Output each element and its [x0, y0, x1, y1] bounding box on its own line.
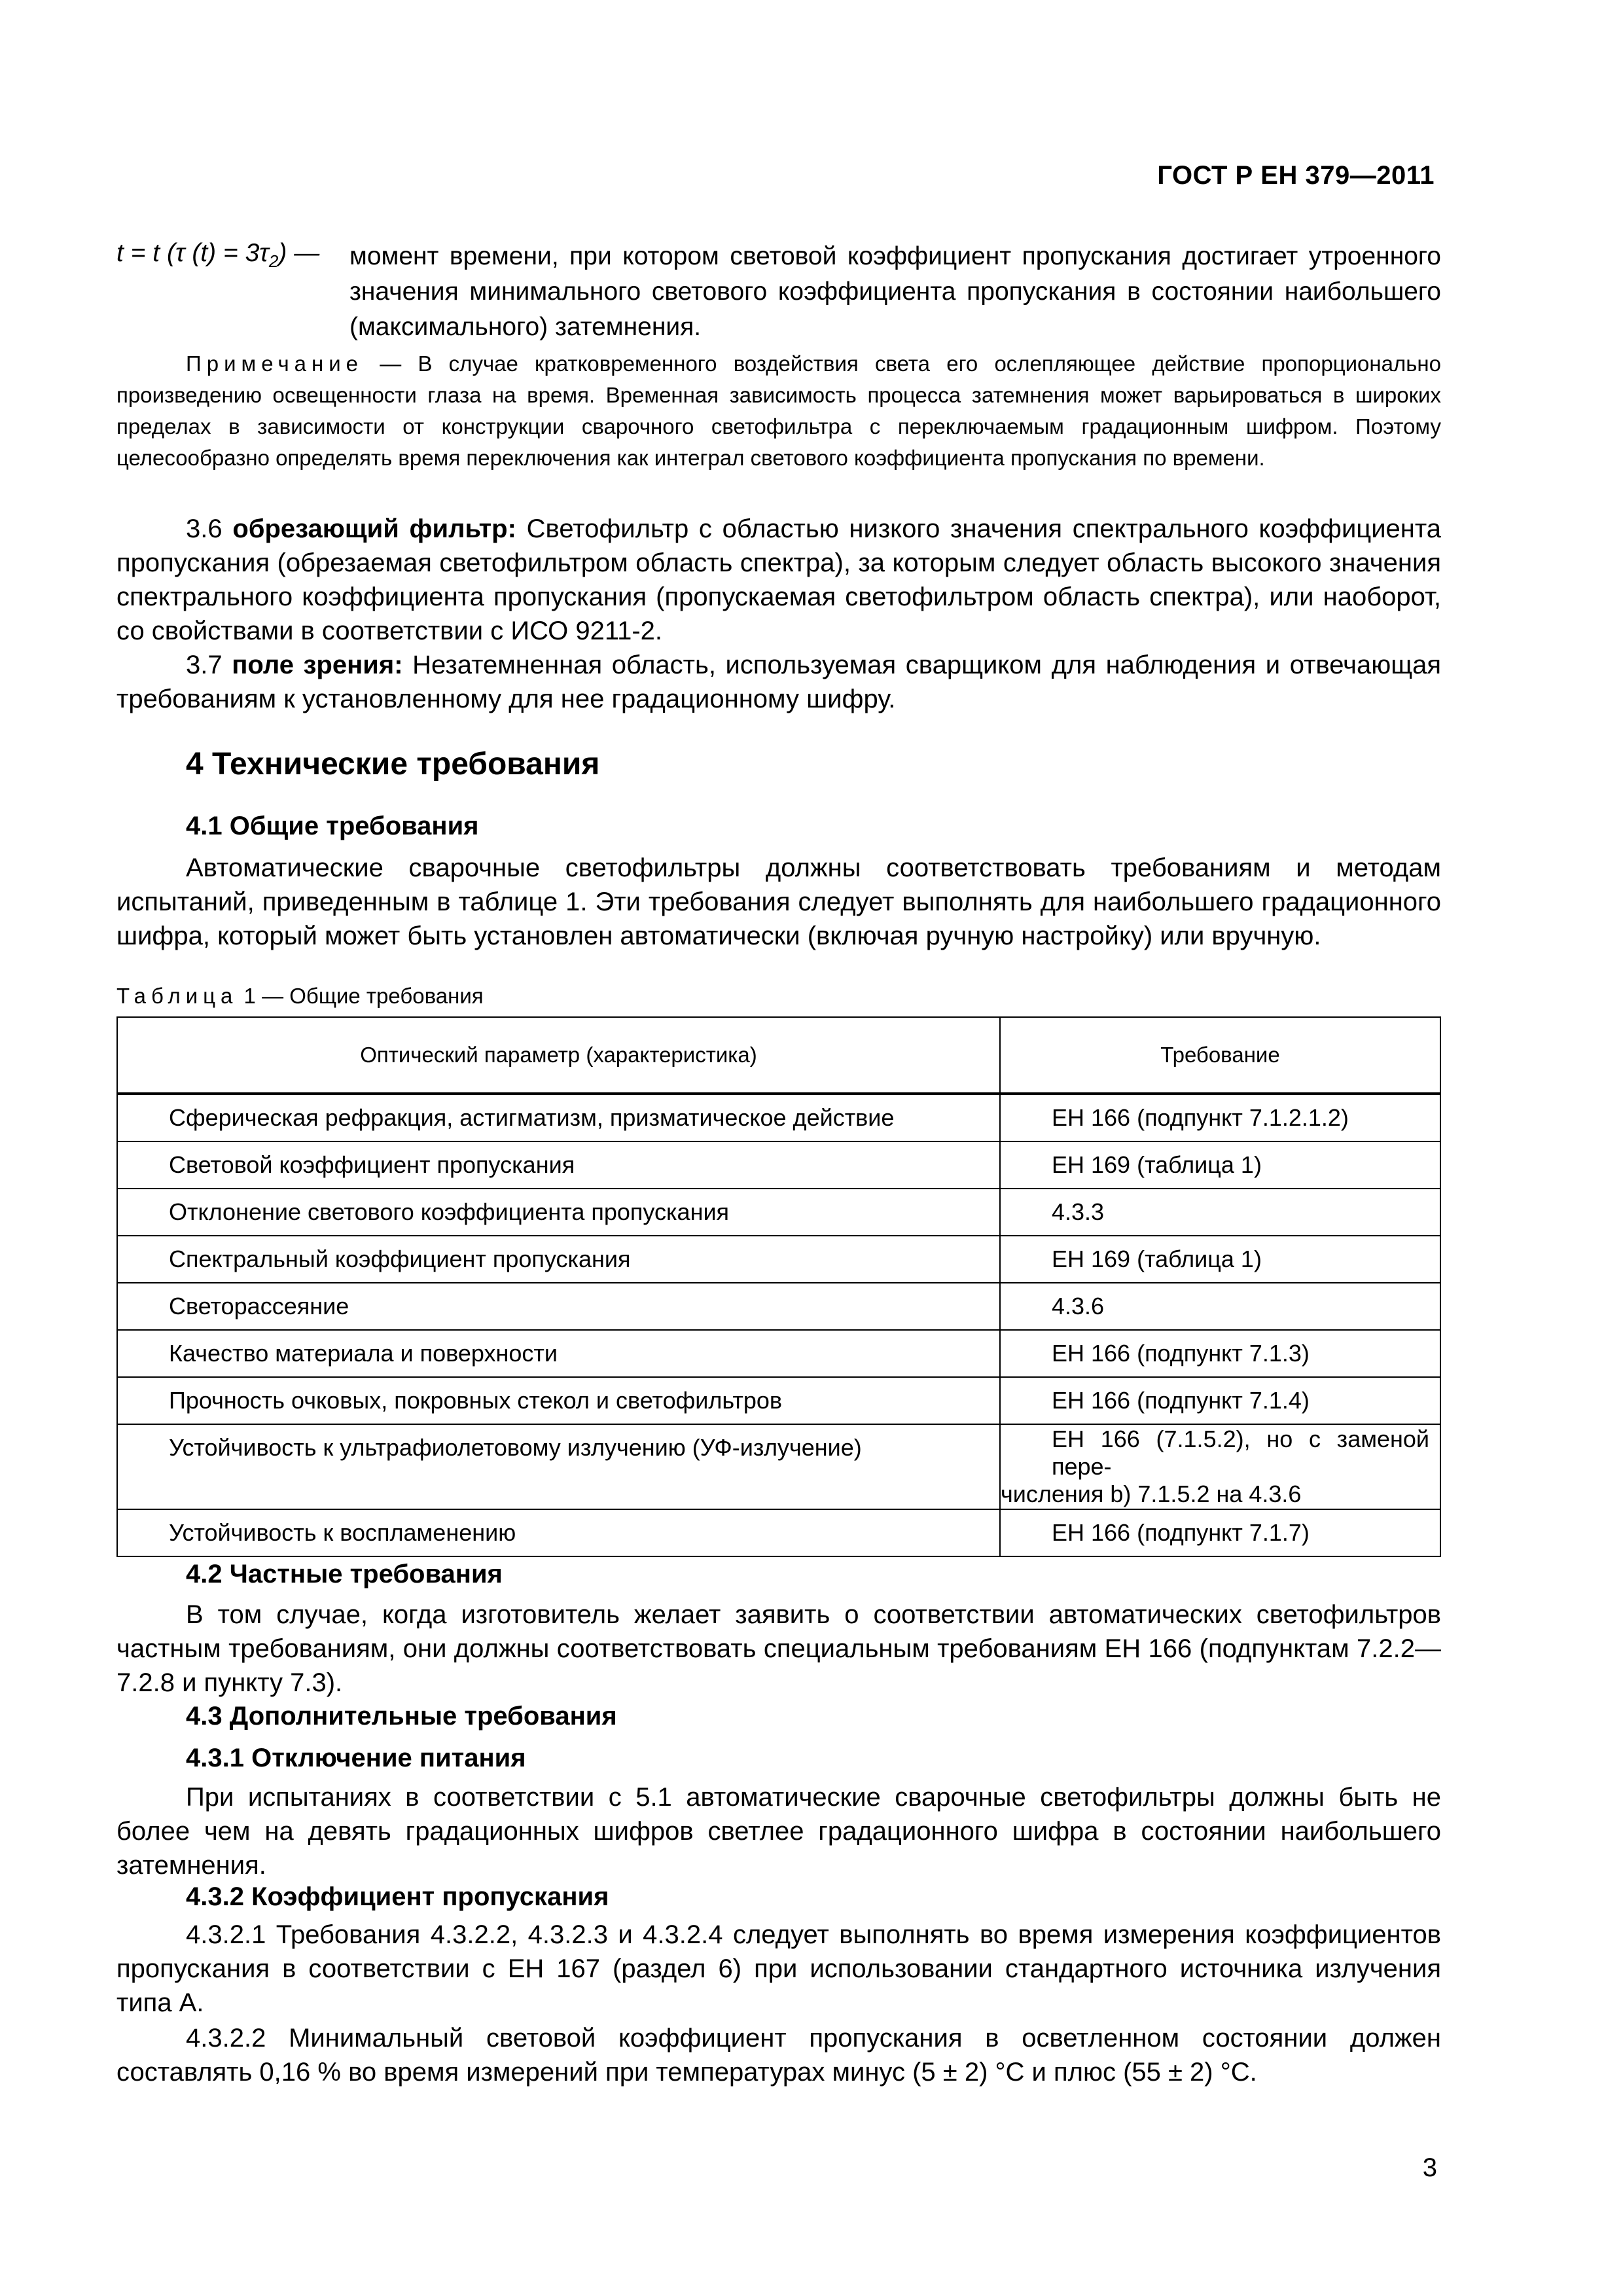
table-row: Прочность очковых, покровных стекол и светофильтров ЕН 166 (подпункт 7.1.4): [117, 1377, 1440, 1424]
section-4-1-heading: 4.1 Общие требования: [186, 812, 479, 840]
table-caption: Таблица 1 — Общие требования: [116, 984, 484, 1008]
table-row: Световой коэффициент пропускания ЕН 169 (таблица 1): [117, 1141, 1440, 1189]
document-header: ГОСТ Р ЕН 379—2011: [1157, 161, 1435, 190]
definition-text: момент времени, при котором световой коэффициент пропускания достигает утроенного значения минимального светового коэффициента пропускания в состоянии наибольшего (максимального) затемнения.: [349, 242, 1441, 341]
note: Примечание — В случае кратковременного воздействия света его ослепляющее действие пропорционально произведению освещенности глаза на время. Временная зависимость процесса затемнения может варьироваться в широких пределах в зависимости от конструкции сварочного светофильтра с переключаемым градационным шифром. Поэтому целесообразно определять время переключения как интеграл светового коэффициента пропускания по времени.: [116, 351, 1441, 470]
section-4-3-1-heading: 4.3.1 Отключение питания: [186, 1744, 526, 1772]
section-4-3-1-text: При испытаниях в соответствии с 5.1 автоматические сварочные светофильтры должны быть не более чем на девять градационных шифров светлее градационного шифра в состоянии наибольшего затемнения.: [116, 1783, 1441, 1880]
section-4-3-2-2-text: 4.3.2.2 Минимальный световой коэффициент пропускания в осветленном состоянии должен составлять 0,16 % во время измерений при температурах минус (5 ± 2) °С и плюс (55 ± 2) °С.: [116, 2024, 1441, 2087]
clause-3-7: 3.7 поле зрения: Незатемненная область, используемая сварщиком для наблюдения и отвечающая требованиям к установленному для нее градационному шифру.: [116, 651, 1442, 713]
definition-term: t = t (τ $(t) = 3\tau_2$) —: [116, 239, 320, 271]
clause-3-6: 3.6 обрезающий фильтр: Светофильтр с областью низкого значения спектрального коэффициента пропускания (обрезаемая светофильтром область спектра), за которым следует область высокого значения спектрального коэффициента пропускания (пропускаемая светофильтром область спектра), или наоборот, со свойствами в соответствии с ИСО 9211-2.: [116, 514, 1441, 645]
section-4-1-text: Автоматические сварочные светофильтры должны соответствовать требованиям и методам испытаний, приведенным в таблице 1. Эти требования следует выполнять для наибольшего градационного шифра, который может быть установлен автоматически (включая ручную настройку) или вручную.: [116, 853, 1441, 950]
table-row: Устойчивость к ультрафиолетовому излучению (УФ-излучение) ЕН 166 (7.1.5.2), но с заменой пере- числения b) 7.1.5.2 на 4.3.6: [117, 1424, 1440, 1509]
section-4-3-2-heading: 4.3.2 Коэффициент пропускания: [186, 1882, 609, 1911]
table-row: Спектральный коэффициент пропускания ЕН 169 (таблица 1): [117, 1236, 1440, 1283]
column-header-requirement: Требование: [1000, 1017, 1440, 1094]
section-4-3-2-1-text: 4.3.2.1 Требования 4.3.2.2, 4.3.2.3 и 4.3.2.4 следует выполнять во время измерения коэффициентов пропускания в соответствии с ЕН 167 (раздел 6) при использовании стандартного источника излучения типа А.: [116, 1920, 1441, 2017]
section-4-heading: 4 Технические требования: [186, 747, 600, 781]
section-4-2-text: В том случае, когда изготовитель желает заявить о соответствии автоматических светофильтров частным требованиям, они должны соответствовать специальным требованиям ЕН 166 (подпунктам 7.2.2—7.2.8 и пункту 7.3).: [116, 1600, 1441, 1697]
table-row: Устойчивость к воспламенению ЕН 166 (подпункт 7.1.7): [117, 1509, 1440, 1556]
table-row: Качество материала и поверхности ЕН 166 (подпункт 7.1.3): [117, 1330, 1440, 1377]
column-header-parameter: Оптический параметр (характеристика): [117, 1017, 1000, 1094]
table-row: Сферическая рефракция, астигматизм, призматическое действие ЕН 166 (подпункт 7.1.2.1.2): [117, 1094, 1440, 1141]
section-4-2-heading: 4.2 Частные требования: [186, 1560, 503, 1588]
table-header-row: [117, 1017, 1440, 1094]
table-row: Отклонение светового коэффициента пропускания 4.3.3: [117, 1189, 1440, 1236]
note-label: Примечание: [186, 351, 364, 376]
table-row: Светорассеяние 4.3.6: [117, 1283, 1440, 1330]
page-number: 3: [1422, 2153, 1437, 2182]
requirements-table: [116, 1016, 1441, 1557]
section-4-3-heading: 4.3 Дополнительные требования: [186, 1702, 617, 1731]
